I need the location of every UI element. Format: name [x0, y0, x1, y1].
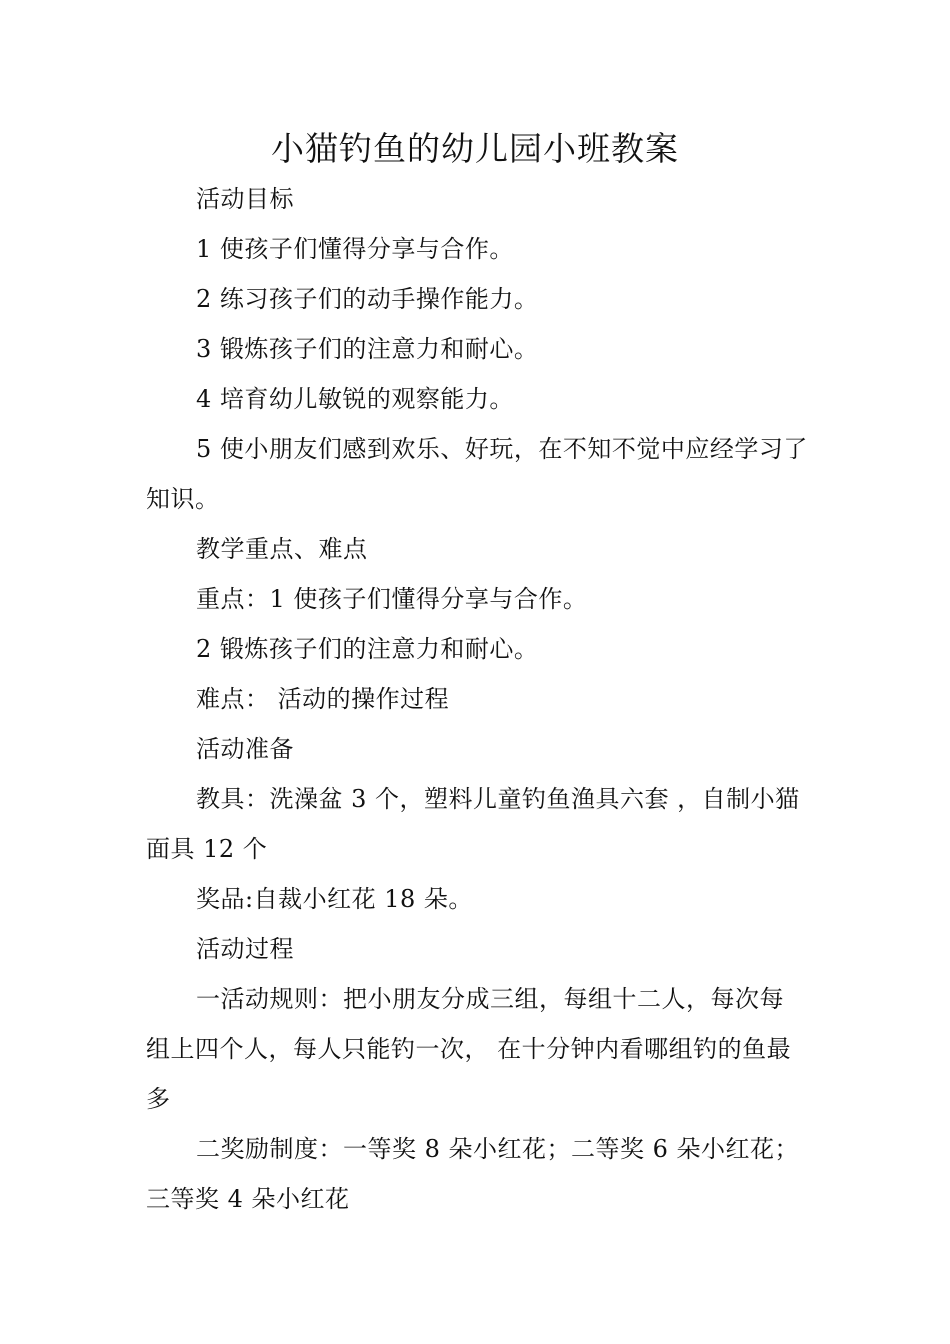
paragraph: 4 培育幼儿敏锐的观察能力。 [196, 385, 514, 413]
paragraph: 重点：1 使孩子们懂得分享与合作。 [196, 585, 588, 613]
paragraph: 二奖励制度：一等奖 8 朵小红花；二等奖 6 朵小红花；三等奖 4 朵小红花 [146, 1135, 800, 1213]
section-heading-goals: 活动目标 [196, 185, 294, 213]
section-heading-process: 活动过程 [196, 935, 294, 963]
section-heading-key-points: 教学重点、难点 [196, 535, 368, 563]
paragraph: 一活动规则：把小朋友分成三组，每组十二人，每次每组上四个人，每人只能钓一次， 在十分钟内看哪组钓的鱼最多 [146, 985, 792, 1113]
document-title: 小猫钓鱼的幼儿园小班教案 [271, 129, 679, 168]
paragraph: 奖品:自裁小红花 18 朵。 [196, 885, 473, 913]
paragraph: 3 锻炼孩子们的注意力和耐心。 [196, 335, 539, 363]
section-heading-preparation: 活动准备 [196, 735, 294, 763]
paragraph: 难点： 活动的操作过程 [196, 685, 450, 713]
paragraph: 2 锻炼孩子们的注意力和耐心。 [196, 635, 539, 663]
paragraph: 2 练习孩子们的动手操作能力。 [196, 285, 539, 313]
paragraph: 5 使小朋友们感到欢乐、好玩，在不知不觉中应经学习了知识。 [146, 435, 808, 513]
paragraph: 1 使孩子们懂得分享与合作。 [196, 235, 514, 263]
paragraph: 教具：洗澡盆 3 个，塑料儿童钓鱼渔具六套 ，自制小猫面具 12 个 [146, 785, 800, 863]
